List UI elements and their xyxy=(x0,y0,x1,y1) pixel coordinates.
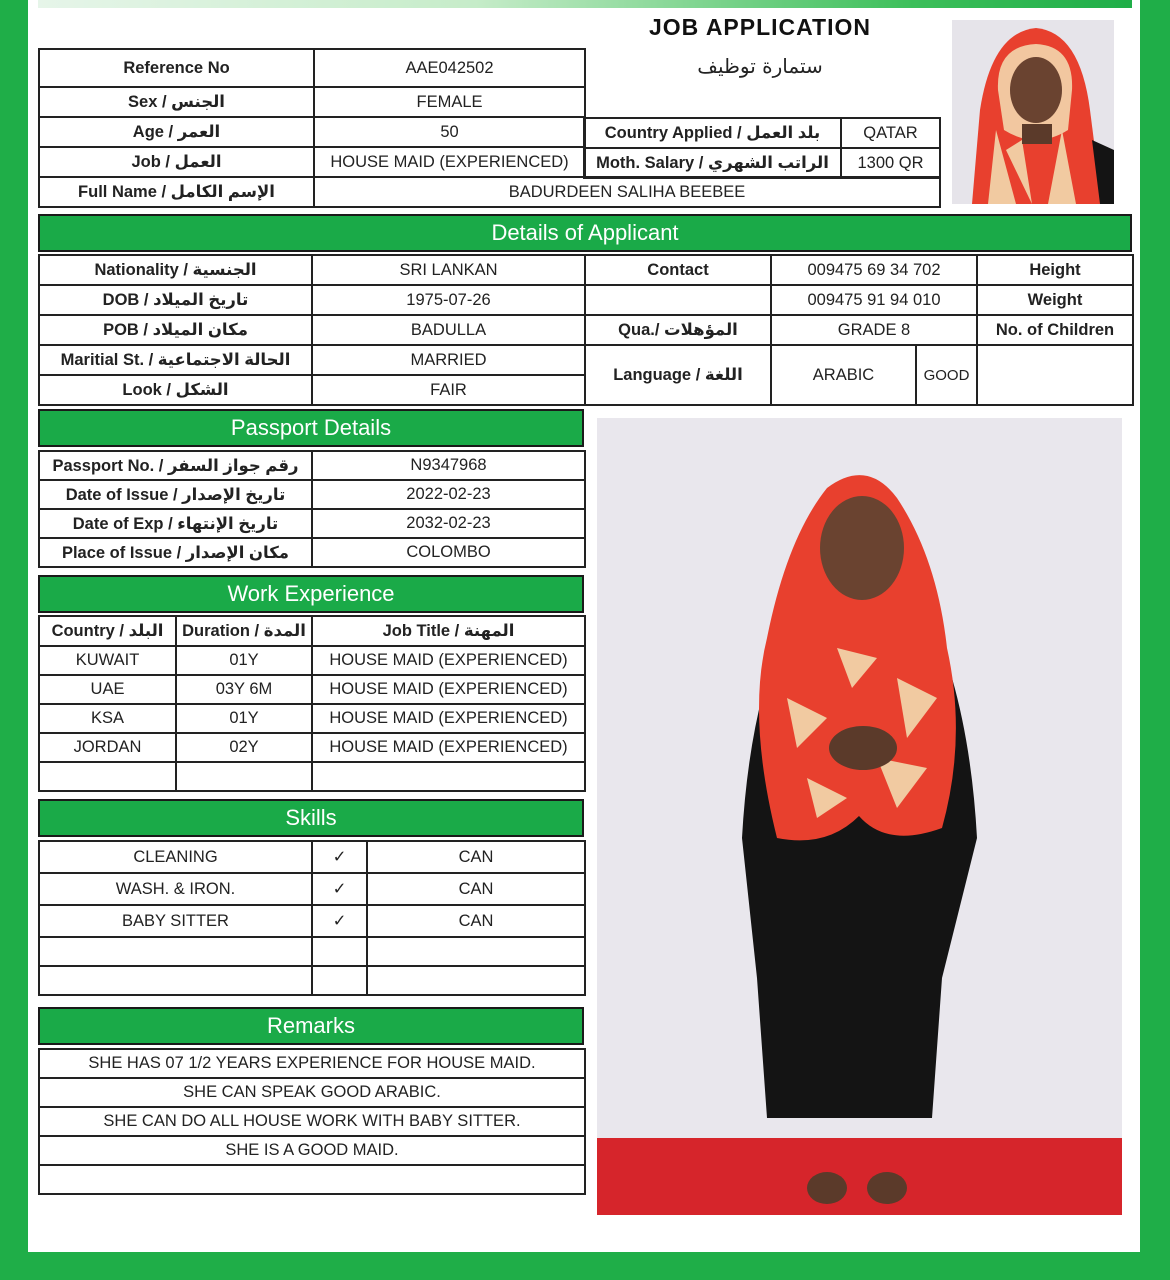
nationality-label: Nationality / الجنسية xyxy=(39,255,312,285)
skills-section-header: Skills xyxy=(38,799,584,837)
remark-line-empty xyxy=(39,1165,585,1194)
work-duration: 03Y 6M xyxy=(176,675,312,704)
skill-name: WASH. & IRON. xyxy=(39,873,312,905)
job-label: Job / العمل xyxy=(39,147,314,177)
dob-label: DOB / تاريخ الميلاد xyxy=(39,285,312,315)
passport-section-header: Passport Details xyxy=(38,409,584,447)
work-title: HOUSE MAID (EXPERIENCED) xyxy=(312,675,585,704)
issue-date-label: Date of Issue / تاريخ الإصدار xyxy=(39,480,312,509)
skill-level: CAN xyxy=(367,841,585,873)
contact-phone-2: 009475 91 94 010 xyxy=(771,285,977,315)
sex-value: FEMALE xyxy=(314,87,585,117)
passport-no-label: Passport No. / رقم جواز السفر xyxy=(39,451,312,480)
work-country: UAE xyxy=(39,675,176,704)
work-col-country: Country / البلد xyxy=(39,616,176,646)
full-name-value: BADURDEEN SALIHA BEEBEE xyxy=(314,177,940,207)
sex-label: Sex / الجنس xyxy=(39,87,314,117)
applicant-portrait-photo xyxy=(952,20,1114,204)
country-applied-value: QATAR xyxy=(841,118,940,148)
expiry-date-value: 2032-02-23 xyxy=(312,509,585,538)
empty-cell xyxy=(39,937,312,966)
passport-table xyxy=(38,450,586,568)
empty-cell xyxy=(367,966,585,995)
language-value: ARABIC xyxy=(771,345,916,405)
full-name-label: Full Name / الإسم الكامل xyxy=(39,177,314,207)
skill-level: CAN xyxy=(367,905,585,937)
work-country: KUWAIT xyxy=(39,646,176,675)
salary-label: Moth. Salary / الراتب الشهري xyxy=(584,148,841,178)
issue-place-label: Place of Issue / مكان الإصدار xyxy=(39,538,312,567)
work-section-header: Work Experience xyxy=(38,575,584,613)
country-applied-label: Country Applied / بلد العمل xyxy=(584,118,841,148)
page-title: JOB APPLICATION xyxy=(648,14,871,40)
remark-line: SHE CAN DO ALL HOUSE WORK WITH BABY SITTER. xyxy=(39,1107,585,1136)
dob-value: 1975-07-26 xyxy=(312,285,585,315)
remark-line: SHE CAN SPEAK GOOD ARABIC. xyxy=(39,1078,585,1107)
look-label: Look / الشكل xyxy=(39,375,312,405)
full-name-table xyxy=(38,176,941,208)
nationality-value: SRI LANKAN xyxy=(312,255,585,285)
remark-line: SHE IS A GOOD MAID. xyxy=(39,1136,585,1165)
empty-cell xyxy=(39,762,176,791)
checkmark-icon: ✓ xyxy=(312,841,367,873)
work-duration: 02Y xyxy=(176,733,312,762)
work-title: HOUSE MAID (EXPERIENCED) xyxy=(312,733,585,762)
empty-cell xyxy=(312,966,367,995)
checkmark-icon: ✓ xyxy=(312,905,367,937)
details-section-header: Details of Applicant xyxy=(38,214,1132,252)
children-label: No. of Children xyxy=(977,315,1133,345)
work-title: HOUSE MAID (EXPERIENCED) xyxy=(312,704,585,733)
age-value: 50 xyxy=(314,117,585,147)
empty-cell xyxy=(367,937,585,966)
table-row-empty xyxy=(39,937,585,966)
language-level: GOOD xyxy=(916,345,977,405)
work-col-title: Job Title / المهنة xyxy=(312,616,585,646)
reference-value: AAE042502 xyxy=(314,49,585,87)
contact-phone-1: 009475 69 34 702 xyxy=(771,255,977,285)
table-row-empty xyxy=(39,762,585,791)
empty-cell xyxy=(312,937,367,966)
work-duration: 01Y xyxy=(176,704,312,733)
height-label: Height xyxy=(977,255,1133,285)
weight-label: Weight xyxy=(977,285,1133,315)
top-accent-bar xyxy=(38,0,1132,8)
empty-cell xyxy=(176,762,312,791)
skill-level: CAN xyxy=(367,873,585,905)
marital-value: MARRIED xyxy=(312,345,585,375)
pob-label: POB / مكان الميلاد xyxy=(39,315,312,345)
details-table xyxy=(38,254,1134,406)
qualification-label: Qua./ المؤهلات xyxy=(585,315,771,345)
pob-value: BADULLA xyxy=(312,315,585,345)
work-title: HOUSE MAID (EXPERIENCED) xyxy=(312,646,585,675)
country-salary-table xyxy=(583,117,941,179)
look-value: FAIR xyxy=(312,375,585,405)
reference-label: Reference No xyxy=(39,49,314,87)
work-table xyxy=(38,615,586,792)
issue-date-value: 2022-02-23 xyxy=(312,480,585,509)
work-duration: 01Y xyxy=(176,646,312,675)
contact-empty-cell xyxy=(585,285,771,315)
age-label: Age / العمر xyxy=(39,117,314,147)
empty-cell xyxy=(39,966,312,995)
work-country: JORDAN xyxy=(39,733,176,762)
table-row xyxy=(39,704,585,733)
table-row-empty xyxy=(39,966,585,995)
marital-label: Maritial St. / الحالة الاجتماعية xyxy=(39,345,312,375)
skill-name: BABY SITTER xyxy=(39,905,312,937)
skills-table xyxy=(38,840,586,996)
table-row xyxy=(39,646,585,675)
passport-no-value: N9347968 xyxy=(312,451,585,480)
contact-label: Contact xyxy=(585,255,771,285)
empty-cell xyxy=(312,762,585,791)
details-empty-cell xyxy=(977,345,1133,405)
table-row xyxy=(39,733,585,762)
expiry-date-label: Date of Exp / تاريخ الإنتهاء xyxy=(39,509,312,538)
salary-value: 1300 QR xyxy=(841,148,940,178)
work-col-duration: Duration / المدة xyxy=(176,616,312,646)
skill-name: CLEANING xyxy=(39,841,312,873)
work-country: KSA xyxy=(39,704,176,733)
table-row xyxy=(39,905,585,937)
remarks-section-header: Remarks xyxy=(38,1007,584,1045)
qualification-value: GRADE 8 xyxy=(771,315,977,345)
remarks-table xyxy=(38,1048,586,1195)
language-label: Language / اللغة xyxy=(585,345,771,405)
issue-place-value: COLOMBO xyxy=(312,538,585,567)
summary-table xyxy=(38,48,586,178)
job-value: HOUSE MAID (EXPERIENCED) xyxy=(314,147,585,177)
table-row xyxy=(39,841,585,873)
page-title-arabic: ستمارة توظيف xyxy=(697,54,823,78)
checkmark-icon: ✓ xyxy=(312,873,367,905)
table-row xyxy=(39,873,585,905)
applicant-full-body-photo xyxy=(597,418,1122,1215)
table-row xyxy=(39,675,585,704)
remark-line: SHE HAS 07 1/2 YEARS EXPERIENCE FOR HOUSE MAID. xyxy=(39,1049,585,1078)
